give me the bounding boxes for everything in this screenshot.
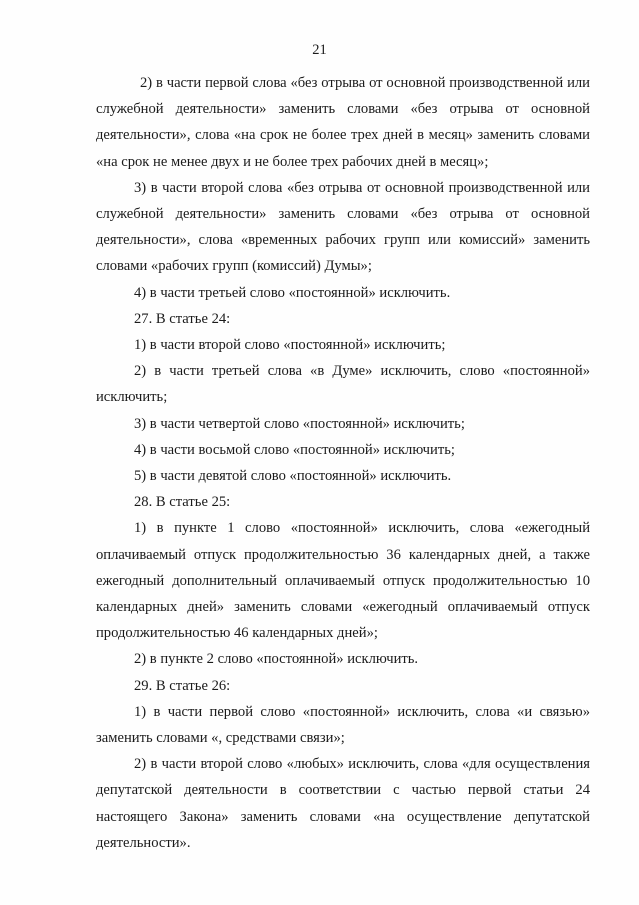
paragraph-27-item-5: 5) в части девятой слово «постоянной» исключить. <box>134 468 452 485</box>
document-body <box>96 70 590 856</box>
paragraph-item-4-part-3: 4) в части третьей слово «постоянной» исключить. <box>134 284 451 301</box>
paragraph-29-item-2: 2) в части второй слово «любых» исключить, слова «для осуществления депутатской деятельности в соответствии с частью первой статьи 24 настоящего Закона» заменить словами «на осуществление депутатской деятельности». <box>96 756 590 851</box>
paragraph-27-item-1: 1) в части второй слово «постоянной» исключить; <box>134 337 446 354</box>
paragraph-item-2-part-1: 2) в части первой слова «без отрыва от основной производственной или служебной деятельности» заменить словами «без отрыва от основной деятельности», слова «на срок не более трех дней в месяц» заменить словами «на срок не менее двух и не более трех рабочих дней в месяц»; <box>96 75 590 170</box>
section-heading-29: 29. В статье 26: <box>134 677 231 694</box>
paragraph-29-item-1: 1) в части первой слово «постоянной» исключить, слова «и связью» заменить словами «, средствами связи»; <box>96 703 590 747</box>
paragraph-27-item-4: 4) в части восьмой слово «постоянной» исключить; <box>134 441 455 458</box>
paragraph-item-3-part-2: 3) в части второй слова «без отрыва от основной производственной или служебной деятельности» заменить словами «без отрыва от основной деятельности», слова «временных рабочих групп или комиссий» заменить словами «рабочих групп (комиссий) Думы»; <box>96 179 590 275</box>
section-heading-27: 27. В статье 24: <box>134 310 231 327</box>
page-number: 21 <box>312 42 327 58</box>
paragraph-28-item-2: 2) в пункте 2 слово «постоянной» исключить. <box>134 651 419 668</box>
paragraph-27-item-3: 3) в части четвертой слово «постоянной» исключить; <box>134 415 465 432</box>
section-heading-28: 28. В статье 25: <box>134 494 231 511</box>
paragraph-27-item-2: 2) в части третьей слова «в Думе» исключить, слово «постоянной» исключить; <box>96 363 590 406</box>
paragraph-28-item-1: 1) в пункте 1 слово «постоянной» исключить, слова «ежегодный оплачиваемый отпуск продолжительностью 36 календарных дней, а также ежегодный дополнительный оплачиваемый отпуск продолжительностью 10 календарных дней» заменить словами «ежегодный оплачиваемый отпуск продолжительностью 46 календарных дней»; <box>96 520 590 642</box>
